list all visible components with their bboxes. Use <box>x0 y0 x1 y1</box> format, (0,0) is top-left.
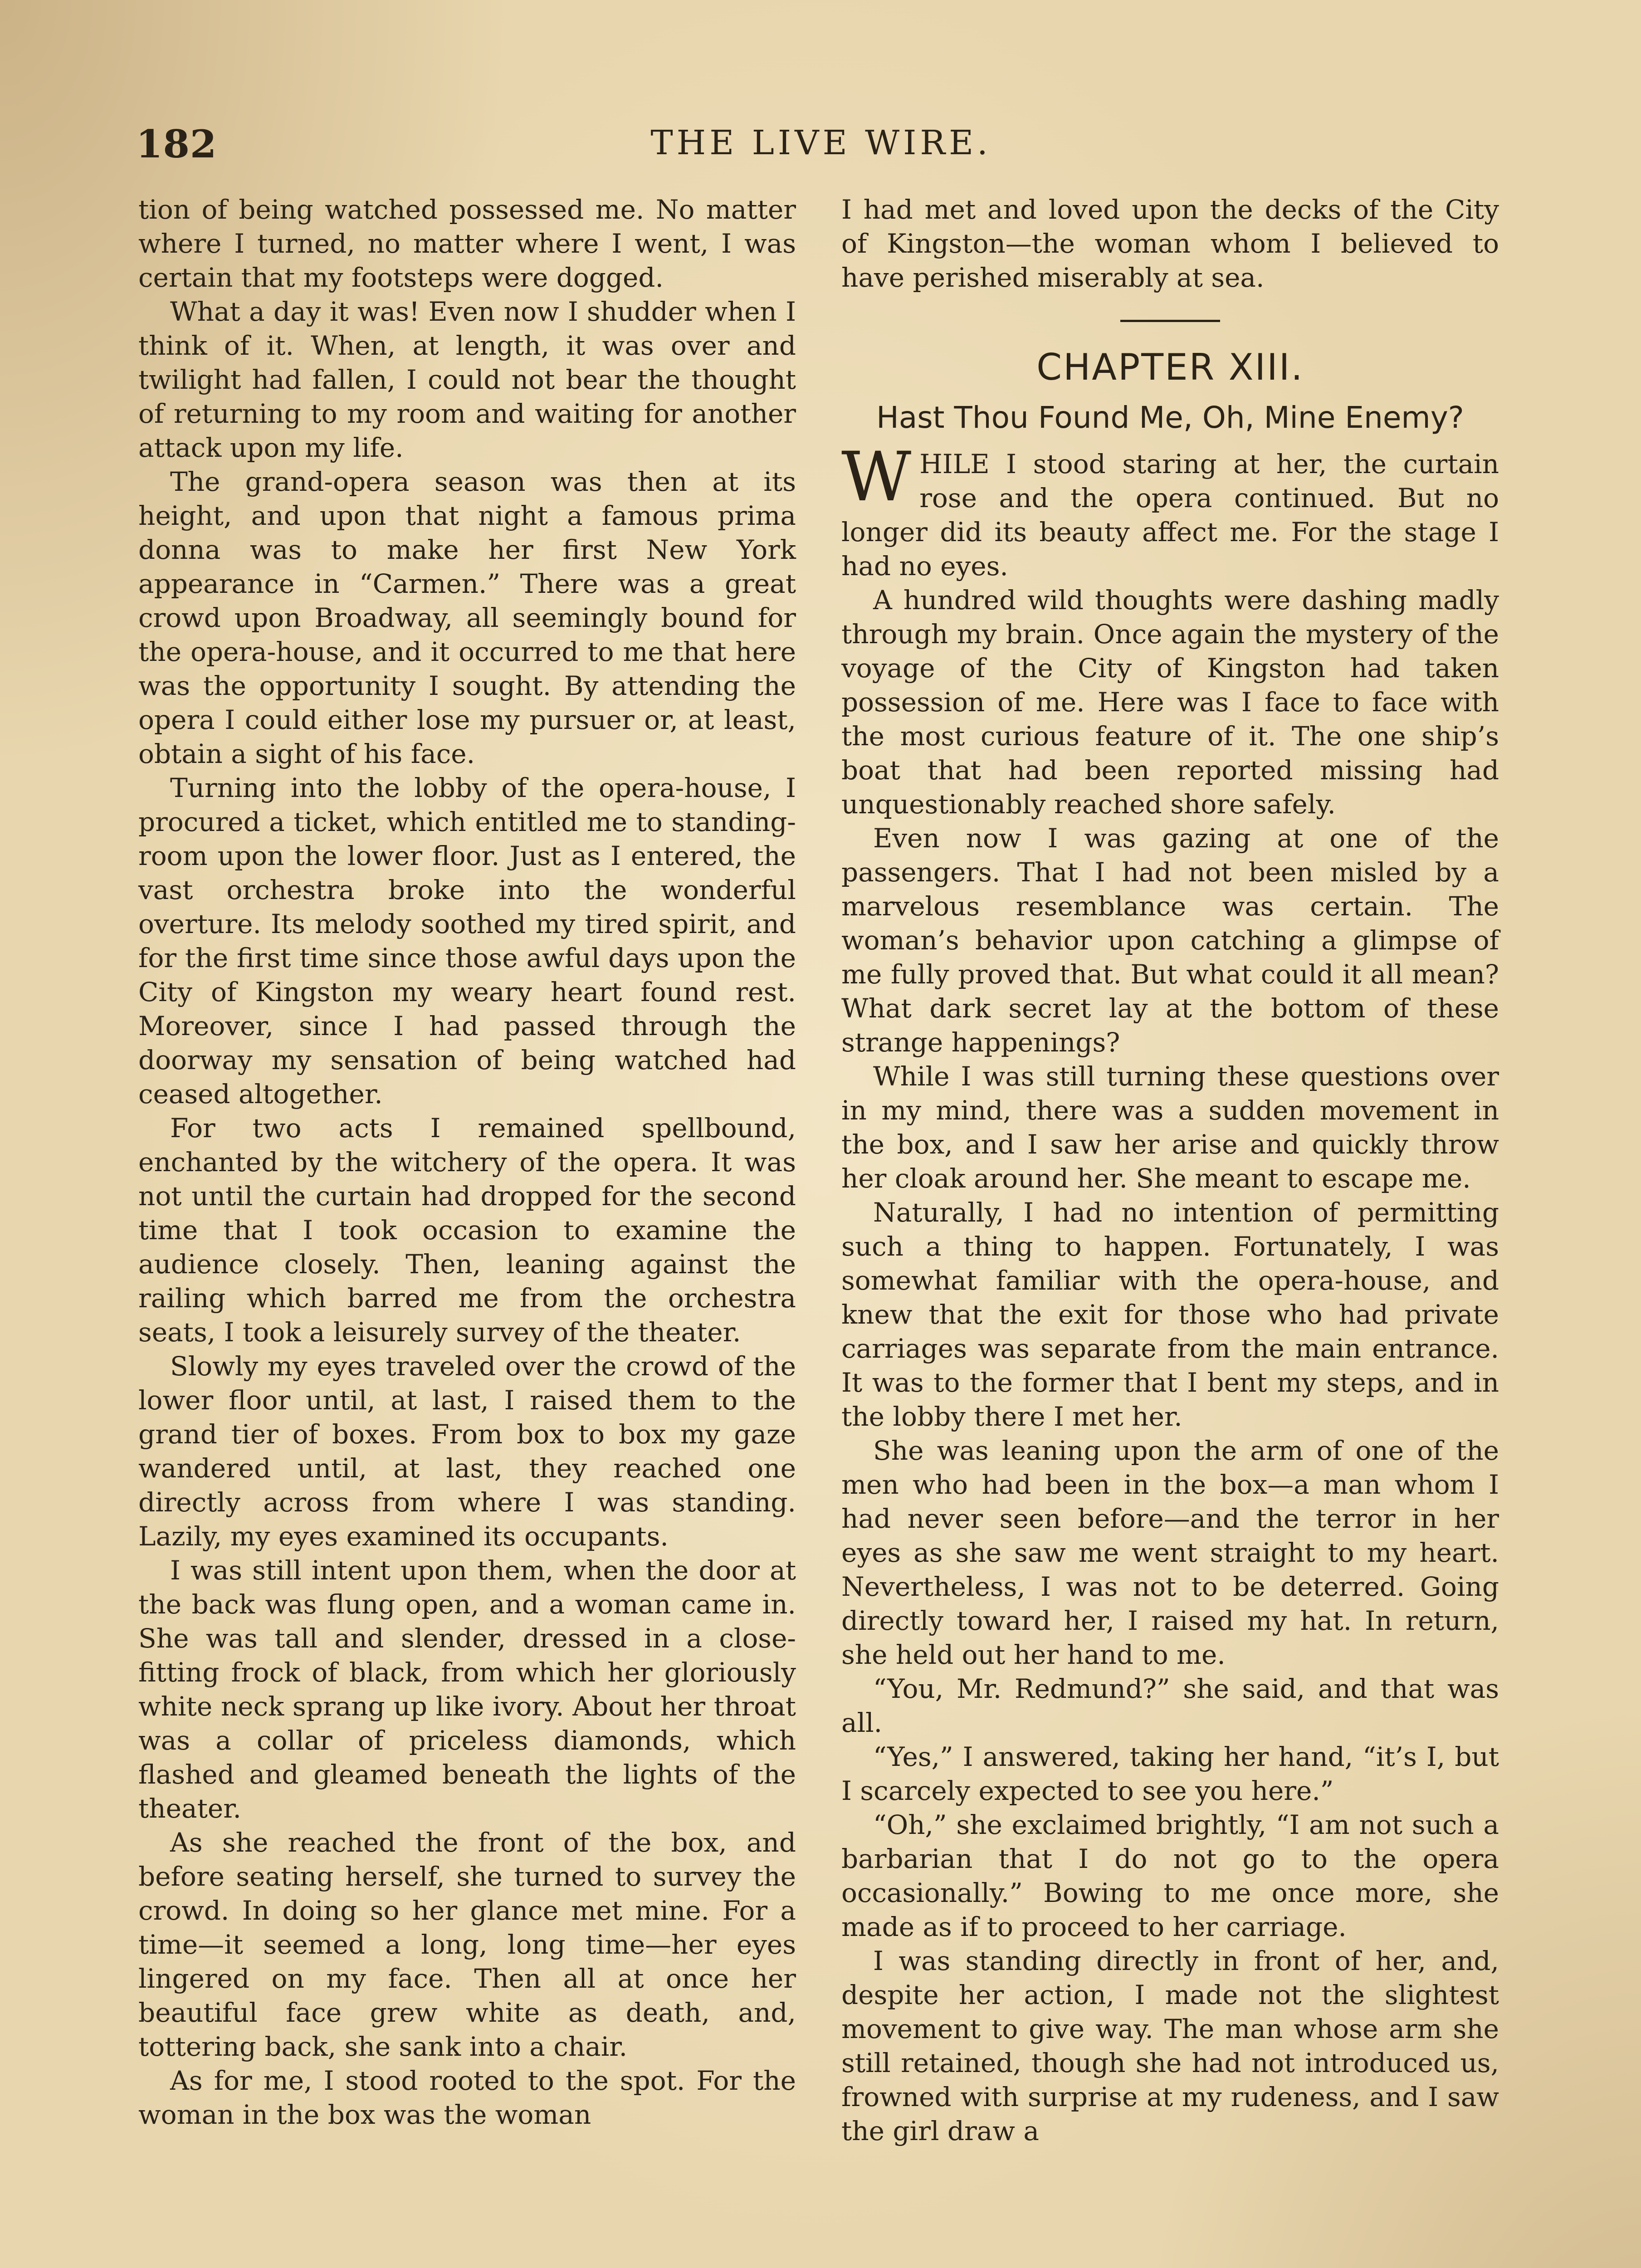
paragraph: A hundred wild thoughts were dashing madly through my brain. Once again the mystery of the voyage of the City of Kingston had taken possession of me. Here was I face to face with the most curious feature of it. The one ship’s boat that had been reported missing had unquestionably reached shore safely. <box>841 585 1499 820</box>
chapter-subtitle: Hast Thou Found Me, Oh, Mine Enemy? <box>876 400 1464 435</box>
paragraph: tion of being watched possessed me. No matter where I turned, no matter where I went, I was certain that my footsteps were dogged. <box>138 194 796 293</box>
chapter-title: CHAPTER XIII. <box>1036 346 1304 388</box>
chapter-opening-paragraph <box>841 438 1499 583</box>
paragraph: What a day it was! Even now I shudder when I think of it. When, at length, it was over and twilight had fallen, I could not bear the thought of returning to my room and waiting for another attack upon my life. <box>138 296 796 463</box>
drop-cap: W <box>841 438 912 517</box>
section-divider <box>1120 320 1220 322</box>
paragraph: The grand-opera season was then at its height, and upon that night a famous prima donna was to make her first New York appearance in “Carmen.” There was a great crowd upon Broadway, all seemingly bound for the opera-house, and it occurred to me that here was the opportunity I sought. By attending the opera I could either lose my pursuer or, at least, obtain a sight of his face. <box>138 466 796 769</box>
paragraph: Naturally, I had no intention of permitting such a thing to happen. Fortunately, I was somewhat familiar with the opera-house, and knew that the exit for those who had private carriages was separate from the main entrance. It was to the former that I bent my steps, and in the lobby there I met her. <box>841 1197 1499 1432</box>
paragraph: I had met and loved upon the decks of the City of Kingston—the woman whom I believed to have perished miserably at sea. <box>841 194 1499 293</box>
paragraph: “Yes,” I answered, taking her hand, “it’s I, but I scarcely expected to see you here.” <box>841 1741 1499 1806</box>
paragraph: While I was still turning these questions over in my mind, there was a sudden movement in the box, and I saw her arise and quickly throw her cloak around her. She meant to escape me. <box>841 1061 1499 1194</box>
page-header <box>136 122 1506 171</box>
page-number: 182 <box>136 122 217 166</box>
right-column <box>841 193 1499 2148</box>
paragraph: For two acts I remained spellbound, enchanted by the witchery of the opera. It was not until the curtain had dropped for the second time that I took occasion to examine the audience closely. Then, leaning against the railing which barred me from the orchestra seats, I took a leisurely survey of the theater. <box>138 1113 796 1348</box>
paragraph: “Oh,” she exclaimed brightly, “I am not such a barbarian that I do not go to the opera occasionally.” Bowing to me once more, she made as if to proceed to her carriage. <box>841 1809 1499 1942</box>
paragraph: I was standing directly in front of her, and, despite her action, I made not the slightest movement to give way. The man whose arm she still retained, though she had not introduced us, frowned with surprise at my rudeness, and I saw the girl draw a <box>841 1945 1499 2146</box>
paragraph: I was still intent upon them, when the door at the back was flung open, and a woman came in. She was tall and slender, dressed in a close-fitting frock of black, from which her gloriously white neck sprang up like ivory. About her throat was a collar of priceless diamonds, which flashed and gleamed beneath the lights of the theater. <box>138 1555 796 1824</box>
paragraph: As she reached the front of the box, and before seating herself, she turned to survey the crowd. In doing so her glance met mine. For a time—it seemed a long, long time—her eyes lingered on my face. Then all at once her beautiful face grew white as death, and, tottering back, she sank into a chair. <box>138 1827 796 2062</box>
paragraph: Turning into the lobby of the opera-house, I procured a ticket, which entitled me to standing-room upon the lower floor. Just as I entered, the vast orchestra broke into the wonderful overture. Its melody soothed my tired spirit, and for the first time since those awful days upon the City of Kingston my weary heart found rest. Moreover, since I had passed through the doorway my sensation of being watched had ceased altogether. <box>138 772 796 1110</box>
paragraph: She was leaning upon the arm of one of the men who had been in the box—a man whom I had never seen before—and the terror in her eyes as she saw me went straight to my heart. Nevertheless, I was not to be deterred. Going directly toward her, I raised my hat. In return, she held out her hand to me. <box>841 1435 1499 1670</box>
paragraph: Even now I was gazing at one of the passengers. That I had not been misled by a marvelous resemblance was certain. The woman’s behavior upon catching a glimpse of me fully proved that. But what could it all mean? What dark secret lay at the bottom of these strange happenings? <box>841 823 1499 1058</box>
paragraph: “You, Mr. Redmund?” she said, and that was all. <box>841 1673 1499 1738</box>
paragraph: As for me, I stood rooted to the spot. For the woman in the box was the woman <box>138 2065 796 2130</box>
paragraph: Slowly my eyes traveled over the crowd of the lower floor until, at last, I raised them to the grand tier of boxes. From box to box my gaze wandered until, at last, they reached one directly across from where I was standing. Lazily, my eyes examined its occupants. <box>138 1351 796 1552</box>
running-title: THE LIVE WIRE. <box>650 123 991 162</box>
left-column <box>138 193 796 2132</box>
opening-text: HILE I stood staring at her, the curtain rose and the opera continued. But no longer did its beauty affect me. For the stage I had no eyes. <box>841 449 1499 582</box>
